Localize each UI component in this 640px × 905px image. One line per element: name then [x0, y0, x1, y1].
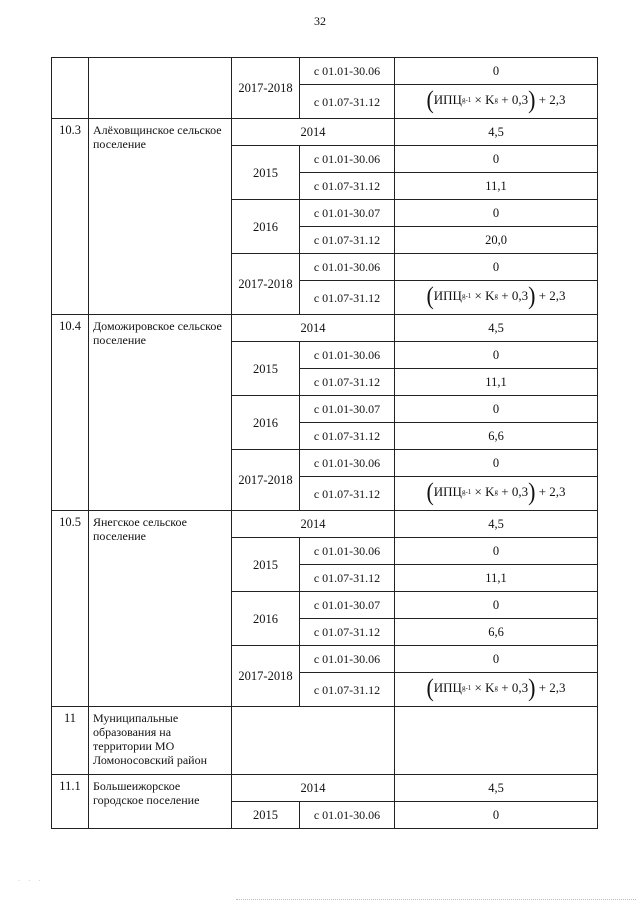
formula-cell — [395, 477, 598, 511]
formula-sub: g-1 — [461, 488, 472, 496]
table-row — [52, 119, 598, 146]
open-paren: ( — [426, 477, 434, 506]
formula-cell — [395, 281, 598, 315]
period-cell: с 01.01-30.06 — [300, 146, 395, 173]
period-cell: с 01.07-31.12 — [300, 477, 395, 511]
year-cell: 2017-2018 — [232, 450, 300, 511]
section-name: Муниципальные образования на территории МО Ломоносовский район — [89, 707, 232, 775]
settlement-name: Янегское сельское поселение — [89, 511, 232, 707]
period-cell: с 01.07-31.12 — [300, 281, 395, 315]
period-cell: с 01.07-31.12 — [300, 423, 395, 450]
formula-sub: g-1 — [461, 292, 472, 300]
period-cell: с 01.01-30.06 — [300, 450, 395, 477]
table-row — [52, 707, 598, 775]
period-cell: с 01.01-30.06 — [300, 342, 395, 369]
value-cell: 0 — [395, 802, 598, 829]
year-cell: 2016 — [232, 396, 300, 450]
formula-k-sub: g — [494, 96, 499, 104]
value-cell: 0 — [395, 200, 598, 227]
value-cell: 6,6 — [395, 619, 598, 646]
table-row — [52, 58, 598, 85]
formula-sub: g-1 — [461, 684, 472, 692]
page-number: 32 — [314, 14, 326, 28]
period-cell: с 01.01-30.07 — [300, 592, 395, 619]
period-cell: с 01.07-31.12 — [300, 173, 395, 200]
close-paren: ) — [528, 673, 536, 702]
value-cell: 4,5 — [395, 775, 598, 802]
year-cell: 2016 — [232, 200, 300, 254]
value-cell: 0 — [395, 396, 598, 423]
formula — [426, 85, 566, 114]
period-cell: с 01.07-31.12 — [300, 673, 395, 707]
formula-base: ИПЦ — [433, 680, 462, 695]
period-cell: с 01.07-31.12 — [300, 369, 395, 396]
formula-cell — [395, 85, 598, 119]
formula-plus: + 0,3 — [498, 288, 529, 303]
table-row — [52, 775, 598, 802]
value-cell: 11,1 — [395, 565, 598, 592]
value-cell: 0 — [395, 450, 598, 477]
table-row — [52, 511, 598, 538]
year-cell: 2015 — [232, 146, 300, 200]
formula-tail: + 2,3 — [535, 288, 566, 303]
close-paren: ) — [528, 477, 536, 506]
open-paren: ( — [426, 85, 434, 114]
year-cell: 2014 — [232, 119, 395, 146]
value-cell: 0 — [395, 58, 598, 85]
row-name-cell — [89, 58, 232, 119]
period-cell: с 01.01-30.06 — [300, 254, 395, 281]
empty-cell — [232, 707, 395, 775]
close-paren: ) — [528, 281, 536, 310]
value-cell: 11,1 — [395, 369, 598, 396]
scan-artifact-line — [236, 899, 636, 901]
formula-base: ИПЦ — [433, 484, 462, 499]
year-cell: 2014 — [232, 775, 395, 802]
table-row — [52, 315, 598, 342]
year-cell: 2017-2018 — [232, 254, 300, 315]
formula-k-sub: g — [494, 488, 499, 496]
period-cell: с 01.07-31.12 — [300, 85, 395, 119]
settlement-name: Доможировское сельское поселение — [89, 315, 232, 511]
close-paren: ) — [528, 85, 536, 114]
formula-k-sub: g — [494, 292, 499, 300]
value-cell: 0 — [395, 538, 598, 565]
open-paren: ( — [426, 281, 434, 310]
period-cell: с 01.01-30.07 — [300, 200, 395, 227]
formula-mult: × K — [471, 484, 495, 499]
row-number: 10.4 — [52, 315, 89, 511]
settlement-name: Алёховщинское сельское поселение — [89, 119, 232, 315]
empty-cell — [395, 707, 598, 775]
row-number: 10.5 — [52, 511, 89, 707]
formula-mult: × K — [471, 680, 495, 695]
value-cell: 11,1 — [395, 173, 598, 200]
formula — [426, 673, 566, 702]
year-cell: 2016 — [232, 592, 300, 646]
formula — [426, 477, 566, 506]
formula — [426, 281, 566, 310]
year-cell: 2014 — [232, 315, 395, 342]
row-number: 10.3 — [52, 119, 89, 315]
value-cell: 6,6 — [395, 423, 598, 450]
year-cell: 2017-2018 — [232, 58, 300, 119]
settlement-name: Большеижорское городское поселение — [89, 775, 232, 829]
formula-base: ИПЦ — [433, 92, 462, 107]
value-cell: 4,5 — [395, 511, 598, 538]
year-cell: 2015 — [232, 342, 300, 396]
formula-mult: × K — [471, 92, 495, 107]
period-cell: с 01.07-31.12 — [300, 227, 395, 254]
value-cell: 0 — [395, 592, 598, 619]
formula-tail: + 2,3 — [535, 92, 566, 107]
value-cell: 20,0 — [395, 227, 598, 254]
period-cell: с 01.07-31.12 — [300, 565, 395, 592]
value-cell: 4,5 — [395, 315, 598, 342]
formula-plus: + 0,3 — [498, 680, 529, 695]
year-cell: 2014 — [232, 511, 395, 538]
value-cell: 4,5 — [395, 119, 598, 146]
value-cell: 0 — [395, 342, 598, 369]
row-number-cell — [52, 58, 89, 119]
value-cell: 0 — [395, 146, 598, 173]
period-cell: с 01.01-30.06 — [300, 538, 395, 565]
formula-k-sub: g — [494, 684, 499, 692]
open-paren: ( — [426, 673, 434, 702]
period-cell: с 01.01-30.07 — [300, 396, 395, 423]
tariff-table — [51, 57, 598, 829]
formula-mult: × K — [471, 288, 495, 303]
row-number: 11 — [52, 707, 89, 775]
formula-plus: + 0,3 — [498, 484, 529, 499]
period-cell: с 01.01-30.06 — [300, 646, 395, 673]
year-cell: 2015 — [232, 802, 300, 829]
period-cell: с 01.01-30.06 — [300, 802, 395, 829]
period-cell: с 01.07-31.12 — [300, 619, 395, 646]
formula-plus: + 0,3 — [498, 92, 529, 107]
year-cell: 2017-2018 — [232, 646, 300, 707]
formula-tail: + 2,3 — [535, 484, 566, 499]
value-cell: 0 — [395, 254, 598, 281]
formula-sub: g-1 — [461, 96, 472, 104]
period-cell: с 01.01-30.06 — [300, 58, 395, 85]
formula-base: ИПЦ — [433, 288, 462, 303]
formula-tail: + 2,3 — [535, 680, 566, 695]
scan-artifact: · · · — [18, 877, 44, 885]
value-cell: 0 — [395, 646, 598, 673]
year-cell: 2015 — [232, 538, 300, 592]
row-number: 11.1 — [52, 775, 89, 829]
formula-cell — [395, 673, 598, 707]
